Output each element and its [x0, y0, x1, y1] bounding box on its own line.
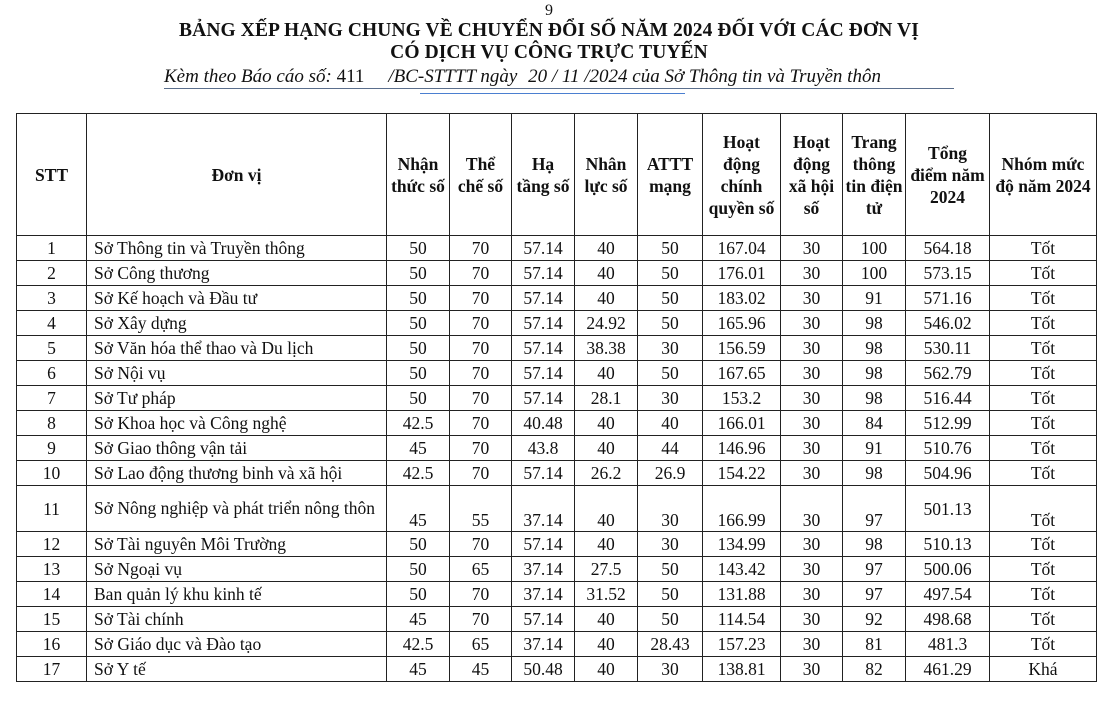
score-cell: 45 — [387, 486, 450, 532]
unit-name-cell: Sở Xây dựng — [87, 311, 387, 336]
score-cell: 57.14 — [512, 236, 575, 261]
score-cell: 30 — [638, 336, 703, 361]
score-cell: 167.65 — [703, 361, 781, 386]
score-cell: 70 — [450, 582, 512, 607]
unit-name-cell: Sở Giao thông vận tải — [87, 436, 387, 461]
column-header: Hạ tầng số — [512, 114, 575, 236]
score-cell: 143.42 — [703, 557, 781, 582]
score-cell: 131.88 — [703, 582, 781, 607]
score-cell: 50 — [387, 582, 450, 607]
score-cell: 38.38 — [575, 336, 638, 361]
score-cell: Tốt — [990, 461, 1097, 486]
score-cell: 55 — [450, 486, 512, 532]
unit-name-cell: Sở Nội vụ — [87, 361, 387, 386]
unit-name-cell: Sở Ngoại vụ — [87, 557, 387, 582]
table-row — [17, 461, 1097, 486]
table-row — [17, 436, 1097, 461]
score-cell: 500.06 — [906, 557, 990, 582]
score-cell: 40 — [638, 411, 703, 436]
score-cell: 50 — [638, 361, 703, 386]
table-body — [17, 236, 1097, 682]
table-row — [17, 411, 1097, 436]
page-number: 9 — [545, 2, 553, 19]
score-cell: Tốt — [990, 632, 1097, 657]
score-cell: 24.92 — [575, 311, 638, 336]
score-cell: 50 — [638, 582, 703, 607]
score-cell: 37.14 — [512, 582, 575, 607]
score-cell: 70 — [450, 261, 512, 286]
score-cell: 28.43 — [638, 632, 703, 657]
score-cell: 30 — [781, 236, 843, 261]
score-cell: 70 — [450, 361, 512, 386]
score-cell: Tốt — [990, 386, 1097, 411]
score-cell: 157.23 — [703, 632, 781, 657]
report-ref-mid: /BC-STTTT ngày — [388, 66, 523, 87]
score-cell: 98 — [843, 461, 906, 486]
score-cell: 564.18 — [906, 236, 990, 261]
score-cell: 30 — [781, 461, 843, 486]
score-cell: 40 — [575, 411, 638, 436]
score-cell: 100 — [843, 261, 906, 286]
rank-cell: 13 — [17, 557, 87, 582]
score-cell: Tốt — [990, 532, 1097, 557]
score-cell: 30 — [781, 411, 843, 436]
score-cell: 50 — [387, 286, 450, 311]
score-cell: 573.15 — [906, 261, 990, 286]
score-cell: 114.54 — [703, 607, 781, 632]
report-date-sep: / — [547, 66, 562, 87]
score-cell: 40 — [575, 361, 638, 386]
table-row — [17, 261, 1097, 286]
column-header: Nhân lực số — [575, 114, 638, 236]
score-cell: 70 — [450, 311, 512, 336]
score-cell: 562.79 — [906, 361, 990, 386]
score-cell: 504.96 — [906, 461, 990, 486]
score-cell: 40 — [575, 236, 638, 261]
score-cell: 98 — [843, 532, 906, 557]
score-cell: 134.99 — [703, 532, 781, 557]
score-cell: 498.68 — [906, 607, 990, 632]
column-header: Thể chế số — [450, 114, 512, 236]
score-cell: 70 — [450, 607, 512, 632]
score-cell: Tốt — [990, 311, 1097, 336]
score-cell: 57.14 — [512, 336, 575, 361]
score-cell: 40 — [575, 286, 638, 311]
header-rule-accent — [420, 93, 685, 94]
score-cell: 70 — [450, 386, 512, 411]
score-cell: 30 — [781, 532, 843, 557]
score-cell: 42.5 — [387, 411, 450, 436]
table-row — [17, 486, 1097, 532]
score-cell: 43.8 — [512, 436, 575, 461]
score-cell: 70 — [450, 236, 512, 261]
unit-name-cell: Sở Tư pháp — [87, 386, 387, 411]
score-cell: 501.13 — [906, 486, 990, 532]
rank-cell: 10 — [17, 461, 87, 486]
score-cell: 156.59 — [703, 336, 781, 361]
score-cell: 27.5 — [575, 557, 638, 582]
score-cell: 98 — [843, 336, 906, 361]
score-cell: 98 — [843, 386, 906, 411]
unit-name-cell: Sở Văn hóa thể thao và Du lịch — [87, 336, 387, 361]
score-cell: 461.29 — [906, 657, 990, 682]
score-cell: 57.14 — [512, 261, 575, 286]
score-cell: 42.5 — [387, 632, 450, 657]
column-header: Hoạt động chính quyền số — [703, 114, 781, 236]
score-cell: 100 — [843, 236, 906, 261]
unit-name-cell: Sở Khoa học và Công nghệ — [87, 411, 387, 436]
rank-cell: 11 — [17, 486, 87, 532]
score-cell: 510.13 — [906, 532, 990, 557]
score-cell: Tốt — [990, 411, 1097, 436]
score-cell: 167.04 — [703, 236, 781, 261]
rank-cell: 9 — [17, 436, 87, 461]
score-cell: 40 — [575, 532, 638, 557]
score-cell: 30 — [781, 557, 843, 582]
rank-cell: 12 — [17, 532, 87, 557]
score-cell: Tốt — [990, 436, 1097, 461]
score-cell: 98 — [843, 311, 906, 336]
score-cell: Tốt — [990, 486, 1097, 532]
score-cell: 57.14 — [512, 461, 575, 486]
rank-cell: 3 — [17, 286, 87, 311]
score-cell: 512.99 — [906, 411, 990, 436]
document-title-line1: BẢNG XẾP HẠNG CHUNG VỀ CHUYỂN ĐỔI SỐ NĂM 2024 ĐỐI VỚI CÁC ĐƠN VỊ — [179, 20, 919, 41]
table-row — [17, 286, 1097, 311]
report-number: 411 — [336, 66, 365, 87]
score-cell: 57.14 — [512, 286, 575, 311]
table-row — [17, 607, 1097, 632]
score-cell: 30 — [781, 486, 843, 532]
score-cell: 50.48 — [512, 657, 575, 682]
score-cell: 50 — [387, 261, 450, 286]
score-cell: 26.9 — [638, 461, 703, 486]
score-cell: 30 — [781, 286, 843, 311]
score-cell: 37.14 — [512, 557, 575, 582]
score-cell: 65 — [450, 632, 512, 657]
score-cell: 70 — [450, 532, 512, 557]
score-cell: 30 — [638, 657, 703, 682]
score-cell: 97 — [843, 486, 906, 532]
unit-name-cell: Sở Nông nghiệp và phát triển nông thôn — [87, 486, 387, 532]
score-cell: 30 — [781, 261, 843, 286]
column-header: Hoạt động xã hội số — [781, 114, 843, 236]
score-cell: 40 — [575, 632, 638, 657]
score-cell: 45 — [387, 436, 450, 461]
score-cell: 50 — [387, 532, 450, 557]
column-header: STT — [17, 114, 87, 236]
score-cell: 30 — [781, 582, 843, 607]
column-header: Tổng điểm năm 2024 — [906, 114, 990, 236]
score-cell: 45 — [387, 657, 450, 682]
table-row — [17, 361, 1097, 386]
score-cell: 183.02 — [703, 286, 781, 311]
score-cell: 176.01 — [703, 261, 781, 286]
rank-cell: 17 — [17, 657, 87, 682]
score-cell: 30 — [781, 436, 843, 461]
score-cell: 81 — [843, 632, 906, 657]
table-header-row — [17, 114, 1097, 236]
column-header: Nhóm mức độ năm 2024 — [990, 114, 1097, 236]
ranking-table — [16, 113, 1097, 682]
score-cell: Tốt — [990, 582, 1097, 607]
score-cell: 30 — [638, 486, 703, 532]
unit-name-cell: Sở Giáo dục và Đào tạo — [87, 632, 387, 657]
report-ref-suffix: /2024 của Sở Thông tin và Truyền thôn — [579, 66, 881, 87]
score-cell: 138.81 — [703, 657, 781, 682]
column-header: ATTT mạng — [638, 114, 703, 236]
score-cell: 37.14 — [512, 632, 575, 657]
score-cell: 40 — [575, 436, 638, 461]
score-cell: 165.96 — [703, 311, 781, 336]
score-cell: 70 — [450, 336, 512, 361]
score-cell: 30 — [638, 532, 703, 557]
score-cell: 50 — [387, 361, 450, 386]
score-cell: Tốt — [990, 336, 1097, 361]
score-cell: 91 — [843, 286, 906, 311]
score-cell: Tốt — [990, 236, 1097, 261]
rank-cell: 7 — [17, 386, 87, 411]
score-cell: 92 — [843, 607, 906, 632]
table-row — [17, 311, 1097, 336]
score-cell: 50 — [638, 236, 703, 261]
rank-cell: 15 — [17, 607, 87, 632]
report-ref-prefix: Kèm theo Báo cáo số: — [164, 66, 337, 87]
score-cell: 50 — [638, 261, 703, 286]
header-rule — [164, 88, 954, 89]
table-row — [17, 557, 1097, 582]
score-cell: 57.14 — [512, 386, 575, 411]
score-cell: 50 — [638, 607, 703, 632]
score-cell: 516.44 — [906, 386, 990, 411]
score-cell: 70 — [450, 436, 512, 461]
score-cell: 50 — [638, 311, 703, 336]
table-row — [17, 236, 1097, 261]
score-cell: 30 — [781, 336, 843, 361]
score-cell: 57.14 — [512, 361, 575, 386]
score-cell: 50 — [387, 236, 450, 261]
score-cell: 530.11 — [906, 336, 990, 361]
rank-cell: 16 — [17, 632, 87, 657]
score-cell: 146.96 — [703, 436, 781, 461]
score-cell: 70 — [450, 461, 512, 486]
unit-name-cell: Sở Kế hoạch và Đầu tư — [87, 286, 387, 311]
score-cell: 82 — [843, 657, 906, 682]
score-cell: Khá — [990, 657, 1097, 682]
score-cell: 84 — [843, 411, 906, 436]
score-cell: 28.1 — [575, 386, 638, 411]
score-cell: 166.01 — [703, 411, 781, 436]
table-row — [17, 582, 1097, 607]
score-cell: 30 — [781, 361, 843, 386]
table-row — [17, 632, 1097, 657]
score-cell: 30 — [638, 386, 703, 411]
score-cell: 57.14 — [512, 532, 575, 557]
unit-name-cell: Sở Y tế — [87, 657, 387, 682]
column-header: Trang thông tin điện tử — [843, 114, 906, 236]
score-cell: 45 — [387, 607, 450, 632]
score-cell: 91 — [843, 436, 906, 461]
unit-name-cell: Sở Công thương — [87, 261, 387, 286]
score-cell: 481.3 — [906, 632, 990, 657]
unit-name-cell: Sở Lao động thương binh và xã hội — [87, 461, 387, 486]
score-cell: 45 — [450, 657, 512, 682]
score-cell: Tốt — [990, 286, 1097, 311]
score-cell: 70 — [450, 286, 512, 311]
score-cell: 30 — [781, 632, 843, 657]
score-cell: 546.02 — [906, 311, 990, 336]
score-cell: 510.76 — [906, 436, 990, 461]
score-cell: 153.2 — [703, 386, 781, 411]
score-cell: 57.14 — [512, 607, 575, 632]
unit-name-cell: Sở Tài chính — [87, 607, 387, 632]
rank-cell: 8 — [17, 411, 87, 436]
score-cell: 50 — [638, 286, 703, 311]
column-header: Nhận thức số — [387, 114, 450, 236]
table-row — [17, 336, 1097, 361]
column-header: Đơn vị — [87, 114, 387, 236]
report-month: 11 — [561, 66, 580, 87]
score-cell: 50 — [387, 386, 450, 411]
score-cell: 571.16 — [906, 286, 990, 311]
score-cell: 50 — [387, 557, 450, 582]
score-cell: 30 — [781, 657, 843, 682]
rank-cell: 14 — [17, 582, 87, 607]
score-cell: 40 — [575, 607, 638, 632]
rank-cell: 1 — [17, 236, 87, 261]
rank-cell: 6 — [17, 361, 87, 386]
score-cell: 30 — [781, 311, 843, 336]
unit-name-cell: Sở Tài nguyên Môi Trường — [87, 532, 387, 557]
score-cell: Tốt — [990, 607, 1097, 632]
score-cell: 44 — [638, 436, 703, 461]
score-cell: 154.22 — [703, 461, 781, 486]
score-cell: 50 — [387, 311, 450, 336]
score-cell: 65 — [450, 557, 512, 582]
table-row — [17, 386, 1097, 411]
score-cell: Tốt — [990, 361, 1097, 386]
score-cell: 497.54 — [906, 582, 990, 607]
rank-cell: 2 — [17, 261, 87, 286]
rank-cell: 4 — [17, 311, 87, 336]
table-row — [17, 532, 1097, 557]
score-cell: 50 — [638, 557, 703, 582]
table-row — [17, 657, 1097, 682]
report-day: 20 — [528, 66, 548, 87]
score-cell: 40 — [575, 486, 638, 532]
score-cell: Tốt — [990, 261, 1097, 286]
score-cell: 40 — [575, 657, 638, 682]
score-cell: 97 — [843, 557, 906, 582]
score-cell: 42.5 — [387, 461, 450, 486]
score-cell: 98 — [843, 361, 906, 386]
rank-cell: 5 — [17, 336, 87, 361]
score-cell: 40.48 — [512, 411, 575, 436]
report-reference-line — [164, 64, 881, 90]
score-cell: 30 — [781, 386, 843, 411]
document-title-line2: CÓ DỊCH VỤ CÔNG TRỰC TUYẾN — [390, 42, 708, 63]
unit-name-cell: Ban quản lý khu kinh tế — [87, 582, 387, 607]
score-cell: 70 — [450, 411, 512, 436]
score-cell: 26.2 — [575, 461, 638, 486]
score-cell: 50 — [387, 336, 450, 361]
unit-name-cell: Sở Thông tin và Truyền thông — [87, 236, 387, 261]
score-cell: 57.14 — [512, 311, 575, 336]
score-cell: 31.52 — [575, 582, 638, 607]
score-cell: 97 — [843, 582, 906, 607]
score-cell: 40 — [575, 261, 638, 286]
score-cell: 30 — [781, 607, 843, 632]
score-cell: Tốt — [990, 557, 1097, 582]
score-cell: 166.99 — [703, 486, 781, 532]
score-cell: 37.14 — [512, 486, 575, 532]
